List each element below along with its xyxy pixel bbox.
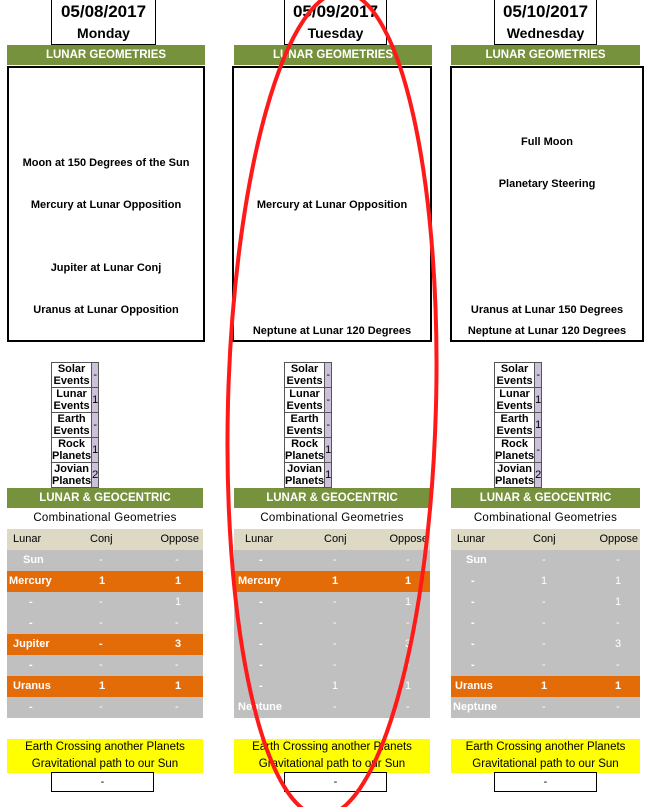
earth-crossing-value: -	[284, 772, 387, 792]
conj-value: -	[542, 638, 546, 650]
conj-value: 1	[99, 575, 106, 587]
conj-value: 1	[541, 680, 548, 692]
oppose-value: 1	[405, 680, 412, 692]
conj-value: 1	[541, 575, 548, 587]
oppose-value: -	[175, 701, 179, 713]
earth-crossing-line1: Earth Crossing another Planets	[252, 741, 412, 753]
lunar-geometries-header: LUNAR GEOMETRIES	[234, 45, 432, 65]
oppose-value: -	[616, 659, 620, 671]
summary-label: Rock Planets	[495, 438, 535, 462]
col-oppose: Oppose	[160, 533, 199, 545]
event-text: Neptune at Lunar 120 Degrees	[252, 325, 412, 337]
conj-value: -	[99, 554, 103, 566]
conj-value: -	[542, 554, 546, 566]
oppose-value: -	[175, 617, 179, 629]
planet-name: -	[471, 596, 475, 608]
planet-name: Neptune	[238, 701, 282, 713]
planet-name: -	[259, 659, 263, 671]
summary-value: 1	[325, 438, 332, 463]
oppose-value: -	[175, 554, 179, 566]
summary-label: Solar Events	[495, 363, 535, 388]
conj-value: -	[99, 596, 103, 608]
event-text: Jupiter at Lunar Conj	[50, 262, 162, 274]
conj-value: -	[542, 659, 546, 671]
planet-name: Mercury	[238, 575, 281, 587]
planet-name: -	[29, 701, 33, 713]
col-conj: Conj	[324, 533, 347, 545]
summary-label: Earth Events	[52, 413, 92, 438]
summary-value: -	[92, 363, 99, 388]
oppose-value: -	[616, 701, 620, 713]
oppose-value: 1	[615, 596, 622, 608]
lunar-geocentric-header: LUNAR & GEOCENTRIC	[451, 488, 640, 508]
planet-name: -	[29, 659, 33, 671]
event-text: Full Moon	[521, 136, 573, 148]
combinational-geometries-title: Combinational Geometries	[33, 512, 177, 524]
summary-value: 1	[325, 463, 332, 488]
conj-value: -	[542, 701, 546, 713]
earth-crossing-line1: Earth Crossing another Planets	[25, 741, 185, 753]
lunar-geocentric-header: LUNAR & GEOCENTRIC	[7, 488, 203, 508]
oppose-value: 3	[175, 638, 182, 650]
oppose-value: 1	[175, 680, 182, 692]
conj-value: -	[99, 617, 103, 629]
conj-value: -	[99, 659, 103, 671]
earth-crossing-line2: Gravitational path to our Sun	[31, 758, 179, 770]
weekday-label: Monday	[77, 25, 130, 41]
conj-value: -	[333, 701, 337, 713]
planet-name: -	[471, 617, 475, 629]
col-lunar: Lunar	[13, 533, 42, 545]
col-lunar: Lunar	[245, 533, 274, 545]
combinational-geometries-title: Combinational Geometries	[260, 512, 404, 524]
oppose-value: -	[175, 659, 179, 671]
summary-label: Jovian Planets	[495, 463, 535, 487]
oppose-value: 3	[615, 638, 622, 650]
col-conj: Conj	[90, 533, 113, 545]
date-label: 05/10/2017	[502, 2, 589, 21]
oppose-value: 3	[405, 638, 412, 650]
oppose-value: -	[406, 617, 410, 629]
summary-label: Solar Events	[285, 363, 325, 388]
planet-name: Mercury	[9, 575, 52, 587]
planet-name: -	[259, 596, 263, 608]
col-oppose: Oppose	[389, 533, 428, 545]
planet-name: Sun	[23, 554, 44, 566]
event-text: Planetary Steering	[498, 178, 596, 190]
event-text: Moon at 150 Degrees of the Sun	[22, 157, 190, 169]
summary-label: Solar Events	[52, 363, 92, 388]
summary-value: 2	[92, 463, 99, 488]
weekday-label: Tuesday	[307, 25, 364, 41]
oppose-value: 1	[615, 680, 622, 692]
summary-value: -	[92, 413, 99, 438]
oppose-value: 1	[175, 596, 182, 608]
date-label: 05/09/2017	[292, 2, 379, 21]
planet-name: Uranus	[455, 680, 493, 692]
oppose-value: -	[616, 554, 620, 566]
oppose-value: -	[406, 554, 410, 566]
conj-value: -	[333, 638, 337, 650]
conj-value: -	[542, 596, 546, 608]
summary-value: 1	[535, 388, 542, 413]
planet-name: Neptune	[453, 701, 497, 713]
summary-label: Rock Planets	[52, 438, 92, 462]
summary-label: Lunar Events	[52, 388, 92, 413]
earth-crossing-line1: Earth Crossing another Planets	[465, 741, 626, 753]
planet-name: -	[259, 554, 263, 566]
planet-name: -	[259, 617, 263, 629]
summary-label: Rock Planets	[285, 438, 325, 462]
summary-value: -	[325, 413, 332, 438]
planet-name: Sun	[466, 554, 487, 566]
planet-name: -	[259, 638, 263, 650]
weekday-label: Wednesday	[506, 25, 585, 41]
summary-label: Earth Events	[495, 413, 535, 438]
col-oppose: Oppose	[599, 533, 638, 545]
oppose-value: -	[406, 701, 410, 713]
earth-crossing-line2: Gravitational path to our Sun	[472, 758, 619, 770]
summary-value: -	[535, 363, 542, 388]
planet-name: -	[471, 659, 475, 671]
col-lunar: Lunar	[457, 533, 486, 545]
oppose-value: 1	[405, 596, 412, 608]
planet-name: -	[29, 596, 33, 608]
date-label: 05/08/2017	[60, 2, 147, 21]
planet-name: Uranus	[13, 680, 51, 692]
summary-value: 2	[535, 463, 542, 488]
planet-name: -	[29, 617, 33, 629]
event-text: Mercury at Lunar Opposition	[256, 199, 408, 211]
lunar-geocentric-header: LUNAR & GEOCENTRIC	[234, 488, 430, 508]
planet-name: -	[259, 680, 263, 692]
oppose-value: -	[616, 617, 620, 629]
summary-value: -	[325, 388, 332, 413]
lunar-geometries-header: LUNAR GEOMETRIES	[7, 45, 205, 65]
oppose-value: 1	[405, 575, 412, 587]
summary-label: Earth Events	[285, 413, 325, 438]
summary-value: 1	[92, 438, 99, 463]
combinational-geometries-title: Combinational Geometries	[473, 512, 618, 524]
planet-name: -	[471, 575, 475, 587]
conj-value: -	[99, 701, 103, 713]
conj-value: 1	[99, 680, 106, 692]
summary-label: Lunar Events	[495, 388, 535, 413]
conj-value: 1	[332, 680, 339, 692]
conj-value: 1	[332, 575, 339, 587]
earth-crossing-line2: Gravitational path to our Sun	[258, 758, 406, 770]
summary-value: -	[535, 438, 542, 463]
conj-value: -	[333, 617, 337, 629]
summary-label: Lunar Events	[285, 388, 325, 413]
summary-value: 1	[92, 388, 99, 413]
conj-value: -	[333, 659, 337, 671]
earth-crossing-value: -	[51, 772, 154, 792]
event-text: Neptune at Lunar 120 Degrees	[467, 325, 627, 337]
summary-label: Jovian Planets	[285, 463, 325, 487]
event-text: Mercury at Lunar Opposition	[30, 199, 182, 211]
oppose-value: 1	[175, 575, 182, 587]
event-text: Uranus at Lunar 150 Degrees	[470, 304, 624, 316]
earth-crossing-value: -	[494, 772, 597, 792]
summary-label: Jovian Planets	[52, 463, 92, 487]
oppose-value: 1	[615, 575, 622, 587]
planet-name: Jupiter	[13, 638, 50, 650]
col-conj: Conj	[533, 533, 556, 545]
conj-value: -	[99, 638, 103, 650]
summary-value: -	[325, 363, 332, 388]
conj-value: -	[333, 596, 337, 608]
oppose-value: -	[406, 659, 410, 671]
conj-value: -	[542, 617, 546, 629]
conj-value: -	[333, 554, 337, 566]
planet-name: -	[471, 638, 475, 650]
lunar-geometries-header: LUNAR GEOMETRIES	[451, 45, 640, 65]
summary-value: 1	[535, 413, 542, 438]
event-text: Uranus at Lunar Opposition	[33, 304, 179, 316]
